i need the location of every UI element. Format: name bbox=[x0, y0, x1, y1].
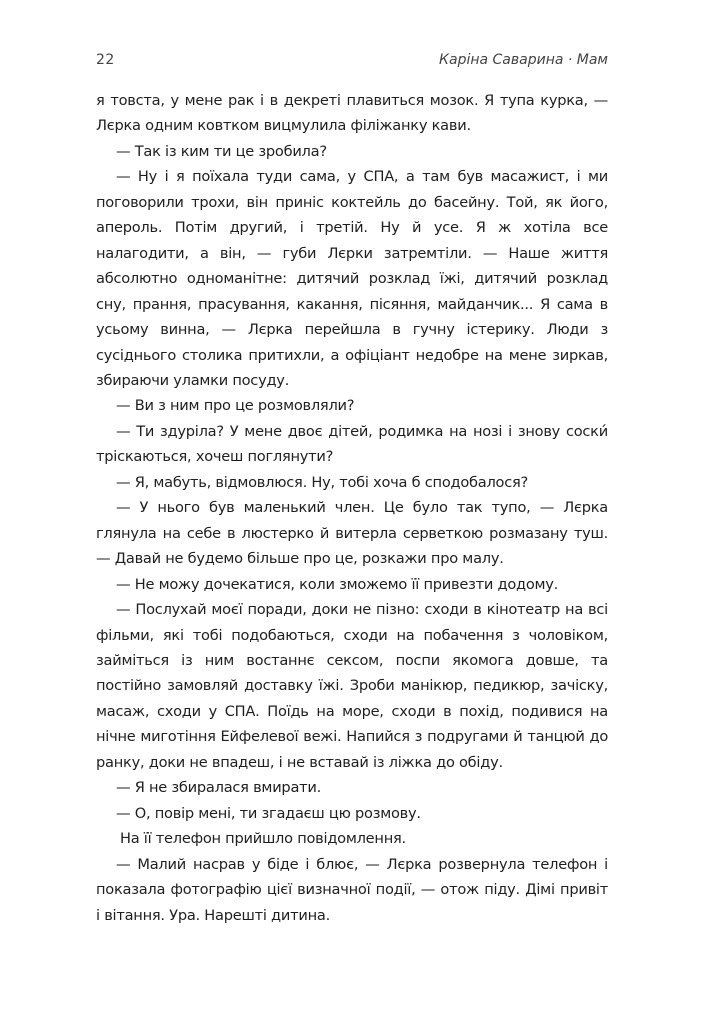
paragraph: — Ну і я поїхала туди сама, у СПА, а там був масажист, і ми поговорили трохи, він приніс коктейль до басейну. Той, як його, апероль. Потім другий, і третій. Ну й усе. Я ж хотіла все налагодити, а він, — губи Лєрки затремтіли. — Наше життя абсолютно одноманітне: дитячий розклад їжі, дитячий розклад сну, прання, прасування, какання, пісяння, майданчик... Я сама в усьому винна, — Лєрка перейшла в гучну істерику. Люди з сусіднього столика притихли, а офіціант недобре на мене зиркав, збираючи уламки посуду. bbox=[96, 168, 608, 389]
paragraph: я товста, у мене рак і в декреті плавиться мозок. Я тупа курка, — Лєрка одним ковтком вицмулила філіжанку кави. bbox=[96, 92, 608, 135]
running-title: Каріна Саварина · Мам bbox=[439, 52, 608, 68]
running-head bbox=[96, 52, 608, 76]
paragraph: — Послухай моєї поради, доки не пізно: сходи в кінотеатр на всі фільми, які тобі подобаються, сходи на побачення з чоловіком, займіться із ним востаннє сексом, поспи якомога довше, та постійно замовляй доставку їжі. Зроби манікюр, педикюр, зачіску, масаж, сходи у СПА. Поїдь на море, сходи в похід, подивися на нічне миготіння Ейфелевої вежі. Напийся з подругами й танцюй до ранку, доки не впадеш, і не вставай із ліжка до обіду. bbox=[96, 601, 608, 771]
paragraph: На її телефон прийшло повідомлення. bbox=[120, 830, 406, 848]
paragraph: — Так із ким ти це зробила? bbox=[116, 142, 327, 160]
body-text bbox=[96, 88, 608, 928]
paragraph: — Малий насрав у біде і блює, — Лєрка розвернула телефон і показала фотографію цієї визначної події, — отож піду. Дімі привіт і вітання. Ура. Нарешті дитина. bbox=[96, 855, 608, 924]
paragraph: — Я не збиралася вмирати. bbox=[116, 779, 322, 797]
paragraph: — У нього був маленький член. Це було так тупо, — Лєрка глянула на себе в люстерко й витерла серветкою розмазану туш. — Давай не будемо більше про це, розкажи про малу. bbox=[96, 499, 608, 568]
paragraph: — Не можу дочекатися, коли зможемо її привезти додому. bbox=[116, 575, 559, 593]
paragraph: — Ти здуріла? У мене двоє дітей, родимка на нозі і знову соски́ тріскаються, хочеш поглянути? bbox=[96, 422, 608, 466]
paragraph: — Ви з ним про це розмовляли? bbox=[116, 397, 355, 415]
page-number: 22 bbox=[96, 52, 115, 68]
paragraph: — О, повір мені, ти згадаєш цю розмову. bbox=[116, 804, 421, 822]
paragraph: — Я, мабуть, відмовлюся. Ну, тобі хоча б сподобалося? bbox=[116, 473, 529, 491]
